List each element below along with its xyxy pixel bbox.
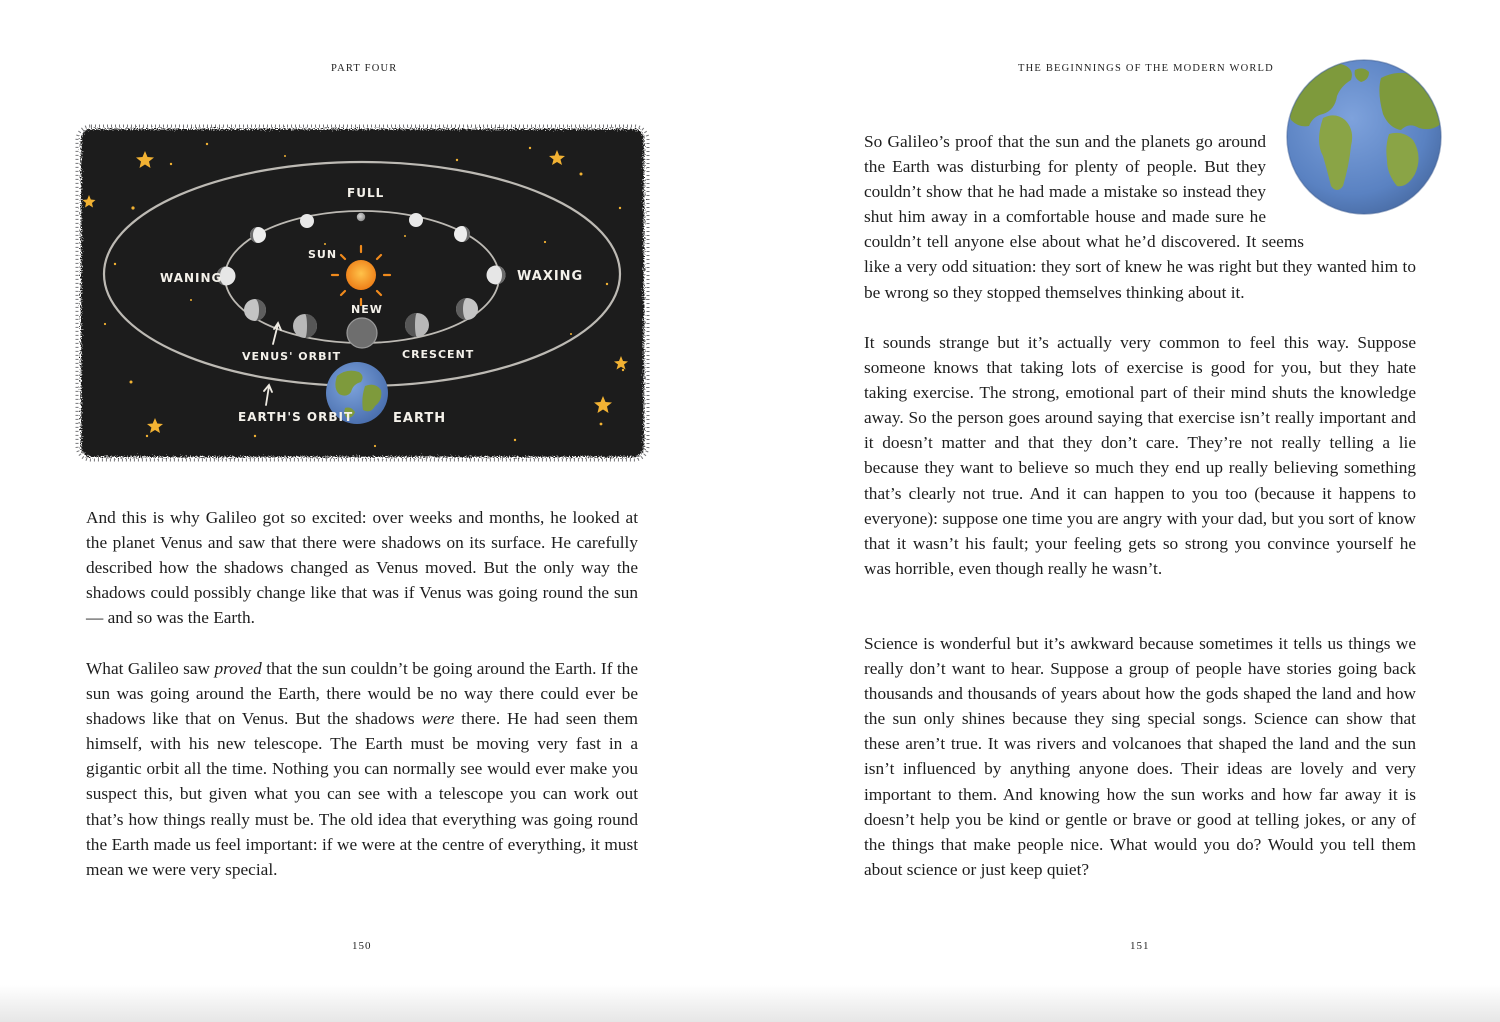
- body-paragraph: Science is wonderful but it’s awkward because sometimes it tells us things we really don’t want to hear. Suppose a group of people have stories going back thousands and thousands of years about how the gods shaped the land and how the sun only shines because they sing special songs. Science can show that these aren’t true. It was rivers and volcanoes that shaped the land and the sun isn’t influenced by anything anyone does. Their ideas are lovely and very important to them. And knowing how the sun works and how far away it is doesn’t help you be kind or gentle or brave or good at telling jokes, or any of the things that make people nice. What would you do? Would you tell them about science or just keep quiet?: [864, 634, 1416, 879]
- venus-phase: [409, 213, 423, 227]
- venus-phase: [405, 313, 429, 337]
- venus-phase-waxing: [487, 266, 506, 285]
- page-gutter-shadow: [0, 985, 1500, 1022]
- venus-phase-new: [347, 318, 377, 348]
- venus-phase: [300, 214, 314, 228]
- label-earth: EARTH: [393, 411, 447, 426]
- label-waning: WANING: [160, 271, 223, 285]
- emphasis: proved: [214, 659, 262, 678]
- label-earths-orbit: EARTH'S ORBIT: [238, 410, 354, 424]
- page-number: 150: [352, 940, 372, 952]
- body-paragraph: It sounds strange but it’s actually very common to feel this way. Suppose someone knows that taking lots of exercise is good for you, but they hate taking exercise. The strong, emotional part of their mind shuts the knowledge away. So the person goes around saying that exercise isn’t really important and it doesn’t matter and that they don’t care. They’re not really telling a lie because they want to believe so much they end up really believing something that’s clearly not true. And it can happen to you too (because it happens to everyone): suppose one time you are angry with your dad, but you sort of know that it wasn’t his fault; your feeling gets so strong you convince yourself he was horrible, even though really he wasn’t.: [864, 333, 1416, 578]
- body-paragraph: So Galileo’s proof that the sun and the planets go around the Earth was disturbing for plenty of people. But they couldn’t show that he had made a mistake so instead they shut him away in a comfortable house and made sure he couldn’t tell anyone else about what he’d discovered. It seems like a very odd situation: they sort of knew he was right but they wanted him to be wrong so they stopped themselves thinking about it.: [864, 132, 1416, 302]
- venus-phase: [454, 226, 470, 242]
- body-paragraph: And this is why Galileo got so excited: over weeks and months, he looked at the planet Venus and saw that there were shadows on its surface. He carefully described how the shadows changed as Venus moved. But the only way the shadows could possibly change like that was if Venus was going round the sun — and so was the Earth.: [86, 508, 638, 628]
- venus-phase: [244, 299, 266, 321]
- venus-phase-full: [357, 213, 365, 221]
- label-waxing: WAXING: [517, 269, 584, 284]
- emphasis: were: [421, 709, 455, 729]
- venus-phase: [250, 227, 266, 243]
- running-head: PART FOUR: [331, 63, 398, 74]
- running-head: THE BEGINNINGS OF THE MODERN WORLD: [1018, 63, 1274, 74]
- venus-phases-illustration: [75, 124, 650, 462]
- label-venus-orbit: VENUS' ORBIT: [242, 350, 342, 363]
- label-full: FULL: [347, 186, 385, 200]
- label-crescent: CRESCENT: [402, 348, 475, 361]
- venus-phase: [456, 298, 478, 320]
- label-new: NEW: [351, 303, 383, 316]
- label-sun: SUN: [308, 248, 338, 261]
- venus-phase-crescent: [293, 314, 317, 338]
- earth-globe-illustration: [1285, 58, 1443, 216]
- body-paragraph: What Galileo saw proved that the sun couldn’t be going around the Earth. If the sun was going around the Earth, there would be no way there could ever be shadows like that on Venus. But the shadows were there. He had seen them himself, with his new telescope. The Earth must be moving very fast in a gigantic orbit all the time. Nothing you can normally see would ever make you suspect this, but given what you can see with a telescope you can work out that’s how things really must be. The old idea that everything was going round the Earth made us feel important: if we were at the centre of everything, it must mean we were very special.: [86, 659, 639, 879]
- page-number: 151: [1130, 940, 1150, 952]
